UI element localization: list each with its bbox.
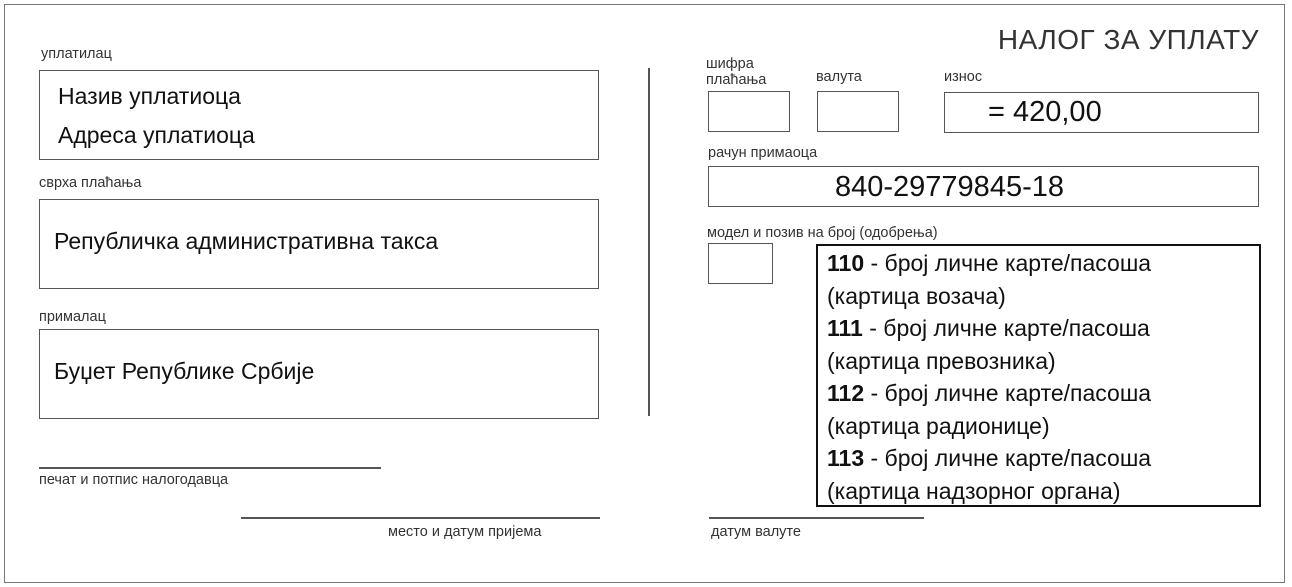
currency-field[interactable] bbox=[817, 91, 899, 132]
payer-field[interactable] bbox=[39, 70, 599, 160]
value-date-label: датум валуте bbox=[711, 524, 801, 540]
recipient-value: Буџет Републике Србије bbox=[54, 358, 315, 384]
recipient-account-value: 840-29779845-18 bbox=[835, 171, 1064, 203]
payer-address: Адреса уплатиоца bbox=[58, 122, 255, 148]
place-date-label: место и датум пријема bbox=[388, 524, 542, 540]
purpose-field[interactable] bbox=[39, 199, 599, 289]
reference-option-112 bbox=[827, 377, 1259, 410]
model-reference-label: модел и позив на број (одобрења) bbox=[707, 225, 938, 241]
value-date-line bbox=[709, 517, 924, 519]
payer-name: Назив уплатиоца bbox=[58, 83, 241, 109]
recipient-label: прималац bbox=[39, 309, 106, 325]
form-divider bbox=[648, 68, 650, 416]
reference-option-text: - број личне карте/пасоша bbox=[864, 445, 1152, 471]
amount-label: износ bbox=[944, 69, 983, 85]
purpose-value: Републичка административна такса bbox=[54, 228, 439, 254]
reference-option-113 bbox=[827, 442, 1259, 475]
recipient-account-field[interactable] bbox=[708, 166, 1259, 207]
reference-option-code: 112 bbox=[827, 380, 865, 406]
payment-code-field[interactable] bbox=[708, 91, 790, 132]
place-date-line bbox=[241, 517, 600, 519]
reference-option-text: - број личне карте/пасоша bbox=[864, 250, 1152, 276]
reference-option-code: 111 bbox=[827, 315, 863, 341]
reference-option-code: 110 bbox=[827, 250, 865, 276]
reference-option-110 bbox=[827, 247, 1259, 280]
currency-label: валута bbox=[816, 69, 862, 85]
model-field[interactable] bbox=[708, 243, 773, 284]
reference-option-text: - број личне карте/пасоша bbox=[864, 380, 1152, 406]
payer-label: уплатилац bbox=[41, 46, 112, 62]
recipient-field[interactable] bbox=[39, 329, 599, 419]
reference-option-note: (картица возача) bbox=[827, 282, 1006, 309]
payment-code-label-line1: шифра bbox=[706, 56, 754, 72]
reference-option-note: (картица превозника) bbox=[827, 347, 1056, 374]
payment-code-label-line2: плаћања bbox=[706, 72, 767, 88]
amount-value: = 420,00 bbox=[988, 96, 1102, 128]
purpose-label: сврха плаћања bbox=[39, 175, 142, 191]
reference-option-111 bbox=[827, 312, 1259, 345]
reference-option-note: (картица радионице) bbox=[827, 412, 1050, 439]
amount-field[interactable] bbox=[944, 92, 1259, 133]
reference-option-code: 113 bbox=[827, 445, 865, 471]
recipient-account-label: рачун примаоца bbox=[708, 145, 818, 161]
form-title: НАЛОГ ЗА УПЛАТУ bbox=[997, 24, 1259, 55]
reference-number-options bbox=[816, 244, 1261, 507]
signature-label: печат и потпис налогодавца bbox=[39, 472, 229, 488]
reference-option-text: - број личне карте/пасоша bbox=[862, 315, 1150, 341]
reference-option-note: (картица надзорног органа) bbox=[827, 477, 1121, 504]
signature-line bbox=[39, 467, 381, 469]
